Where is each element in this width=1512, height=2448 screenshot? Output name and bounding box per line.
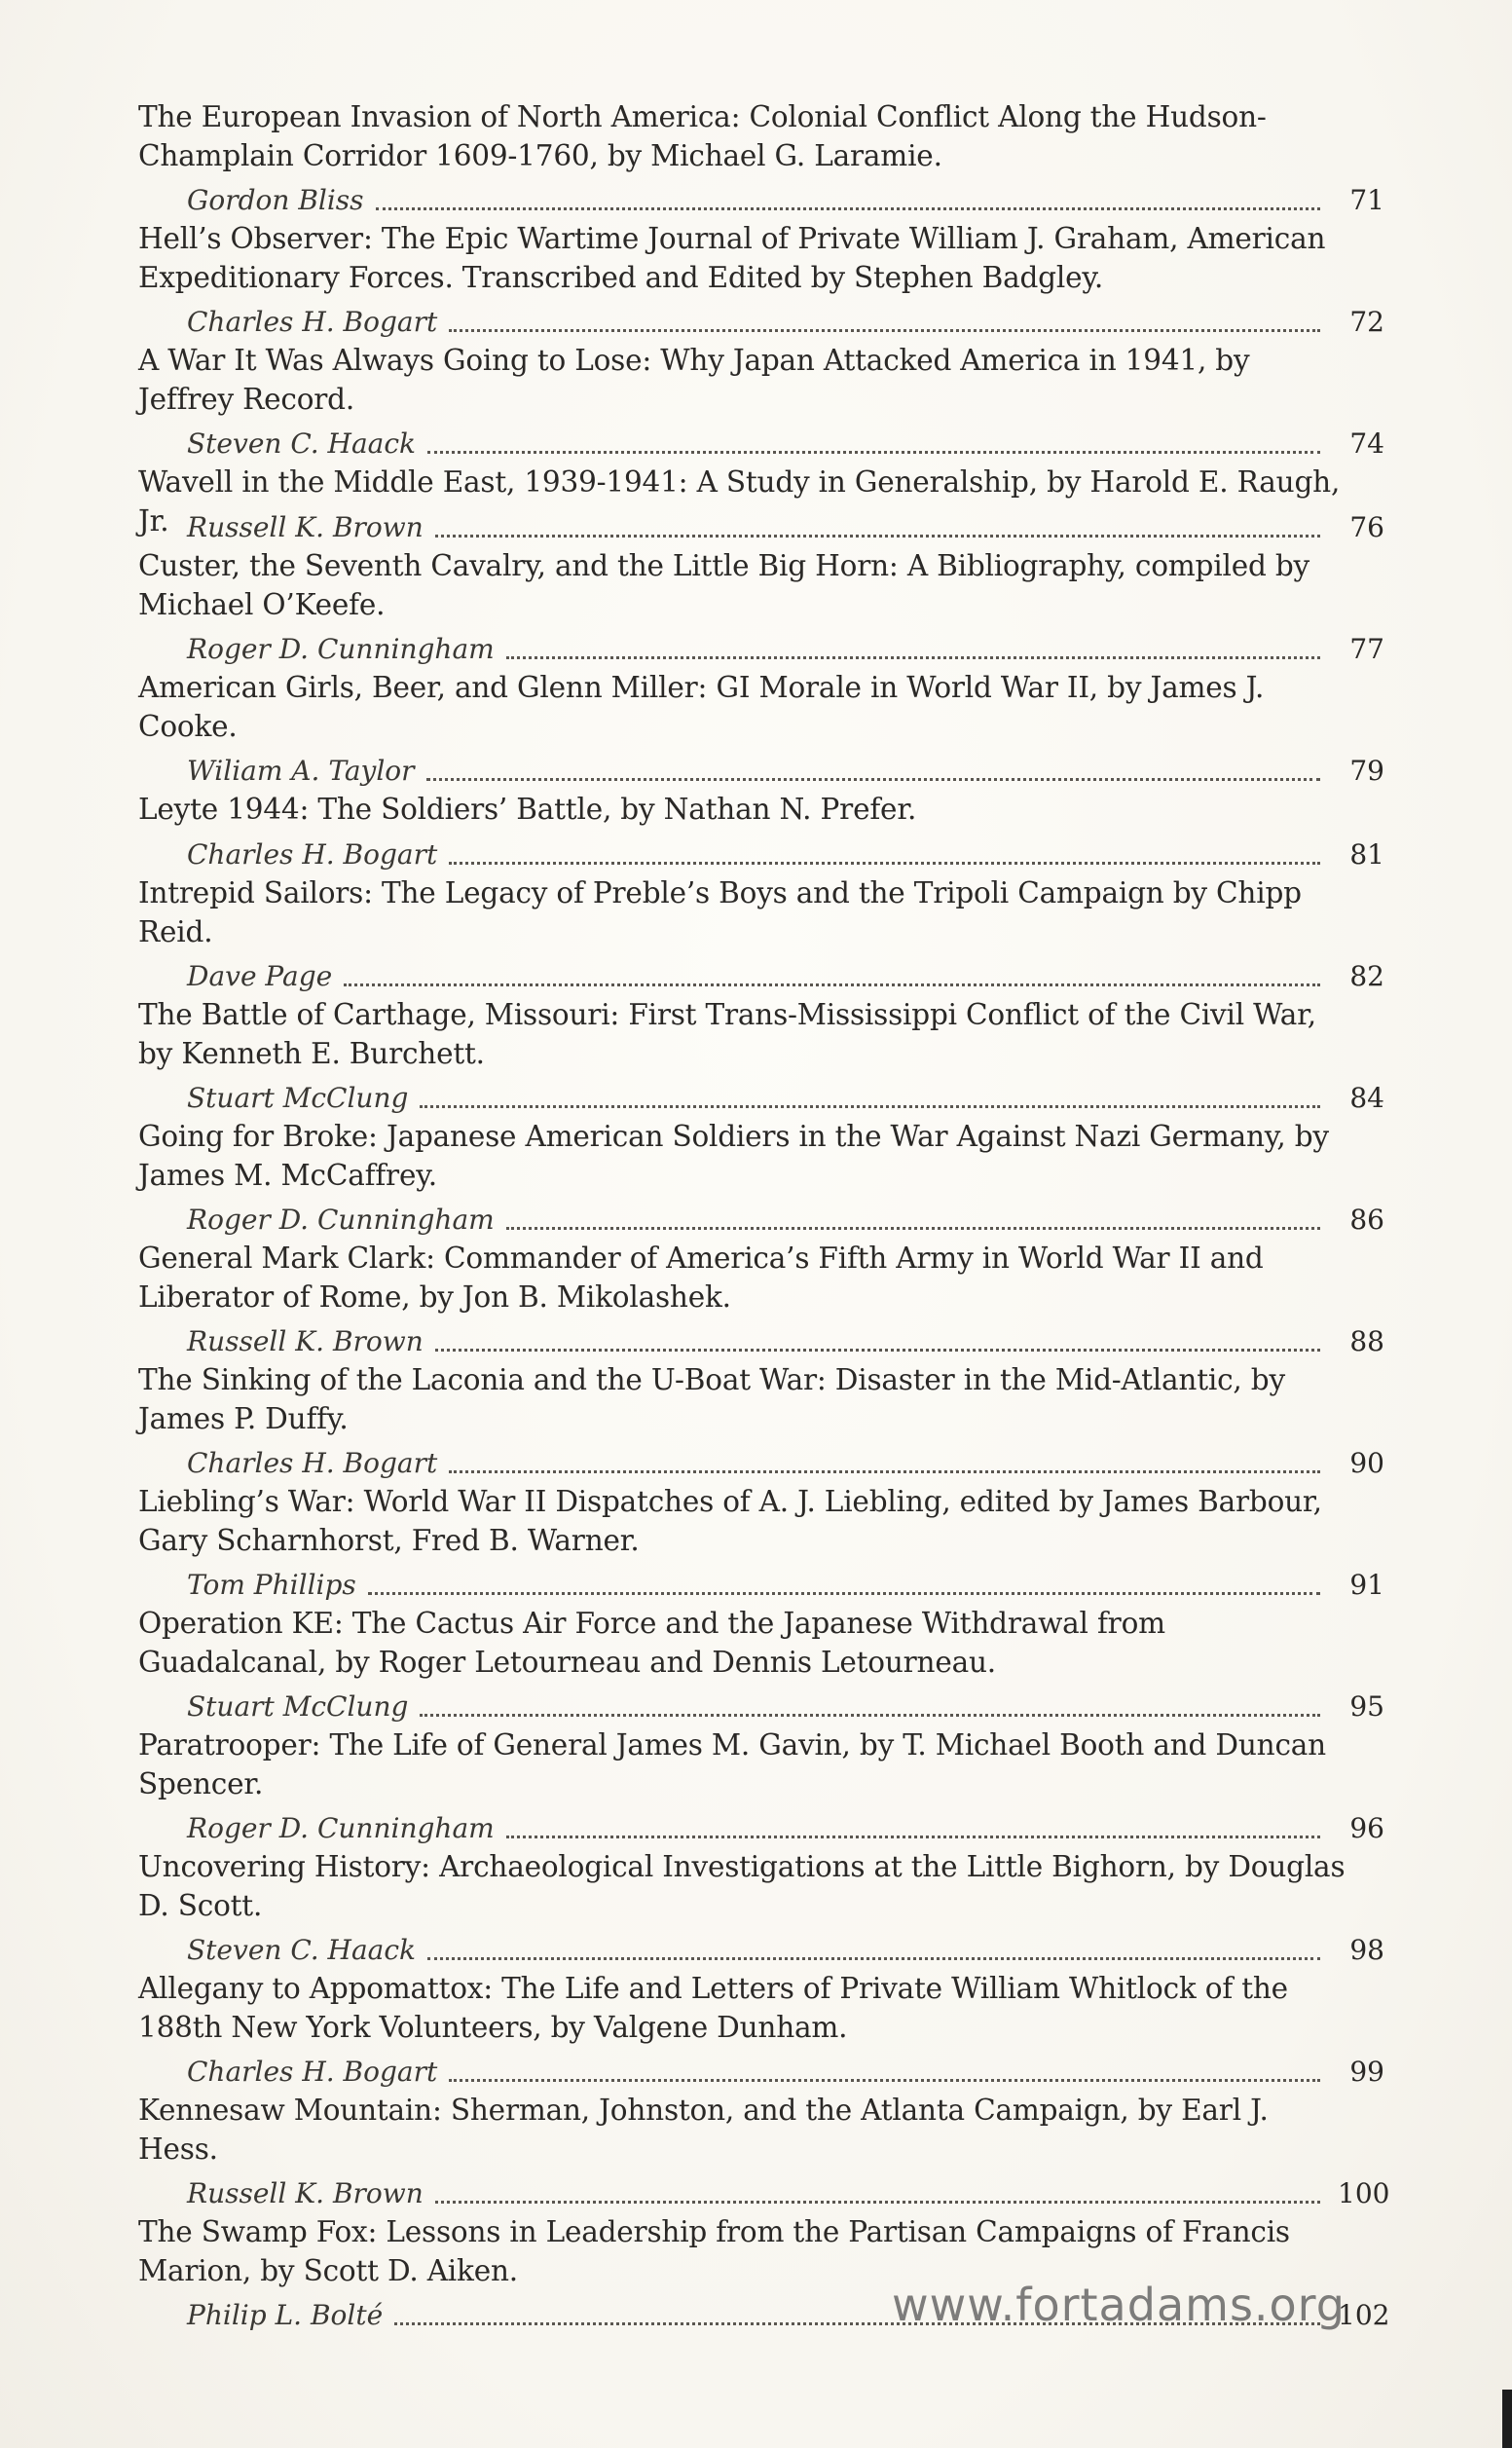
dot-leader <box>435 535 1320 538</box>
dot-leader <box>426 778 1320 781</box>
reviewer-name: Steven C. Haack <box>187 1934 417 1966</box>
reviewer-name: Russell K. Brown <box>187 2177 424 2209</box>
toc-entry <box>138 2091 1390 2212</box>
toc-entry <box>138 341 1384 463</box>
reviewer-line <box>187 835 1384 873</box>
page-number: 91 <box>1349 1569 1384 1601</box>
dot-leader <box>376 207 1320 210</box>
dot-leader <box>506 1227 1320 1230</box>
reviewer-line <box>187 2052 1384 2091</box>
book-title: Liebling’s War: World War II Dispatches of A. J. Liebling, edited by James Barbour, Gary Scharnhorst, Fred B. Warner. <box>138 1485 1322 1557</box>
reviewer-name: Wiliam A. Taylor <box>187 755 415 787</box>
reviewer-line <box>187 1930 1384 1969</box>
toc-entry <box>138 1725 1384 1847</box>
page-number: 98 <box>1349 1934 1384 1966</box>
reviewer-line <box>187 751 1384 790</box>
dot-leader <box>449 329 1320 332</box>
reviewer-line <box>187 424 1384 463</box>
toc-entry <box>138 668 1384 790</box>
book-title: The Battle of Carthage, Missouri: First Trans-Mississippi Conflict of the Civil War, by Kenneth E. Burchett. <box>138 998 1316 1070</box>
page-number: 77 <box>1349 633 1384 665</box>
page-number: 82 <box>1349 960 1384 992</box>
reviewer-name: Charles H. Bogart <box>187 306 438 338</box>
dot-leader <box>427 1957 1320 1960</box>
reviewer-name: Stuart McClung <box>187 1082 409 1114</box>
toc-entry <box>138 1482 1384 1604</box>
page-number: 95 <box>1349 1690 1384 1723</box>
book-title: The European Invasion of North America: Colonial Conflict Along the Hudson-Champlain Corridor 1609-1760, by Michael G. Laramie. <box>138 100 1267 172</box>
book-title: General Mark Clark: Commander of America’s Fifth Army in World War II and Liberator of Rome, by Jon B. Mikolashek. <box>138 1242 1264 1314</box>
book-title: Allegany to Appomattox: The Life and Letters of Private William Whitlock of the 188th New York Volunteers, by Valgene Dunham. <box>138 1972 1288 2044</box>
reviewer-line <box>187 1200 1384 1239</box>
page-number: 84 <box>1349 1082 1384 1114</box>
book-title: Intrepid Sailors: The Legacy of Preble’s Boys and the Tripoli Campaign by Chipp Reid. <box>138 876 1302 948</box>
dot-leader <box>427 451 1320 454</box>
dot-leader <box>449 2079 1320 2082</box>
dot-leader <box>435 1349 1320 1352</box>
reviewer-line <box>187 1687 1384 1725</box>
toc-entry <box>138 790 1384 873</box>
table-of-contents <box>138 97 1390 2334</box>
website-watermark: www.fortadams.org <box>892 2279 1346 2331</box>
reviewer-name: Steven C. Haack <box>187 427 417 460</box>
toc-entry <box>138 463 1384 546</box>
page-number: 71 <box>1349 184 1384 216</box>
page-number: 96 <box>1349 1812 1384 1844</box>
dot-leader <box>449 862 1320 865</box>
reviewer-name: Roger D. Cunningham <box>187 1812 495 1844</box>
toc-entry <box>138 1360 1384 1482</box>
dot-leader <box>506 1836 1320 1838</box>
dot-leader <box>368 1592 1320 1595</box>
toc-entry <box>138 219 1384 341</box>
book-title: A War It Was Always Going to Lose: Why Japan Attacked America in 1941, by Jeffrey Record. <box>138 344 1250 416</box>
dot-leader <box>506 656 1320 659</box>
reviewer-line <box>187 629 1384 668</box>
reviewer-line <box>187 2173 1390 2212</box>
reviewer-line <box>187 1565 1384 1604</box>
reviewer-name: Gordon Bliss <box>187 184 364 216</box>
book-title: Hell’s Observer: The Epic Wartime Journal of Private William J. Graham, American Expeditionary Forces. Transcribed and Edited by Stephen Badgley. <box>138 222 1326 294</box>
book-title: The Swamp Fox: Lessons in Leadership from the Partisan Campaigns of Francis Marion, by Scott D. Aiken. <box>138 2215 1290 2287</box>
reviewer-line <box>187 302 1384 341</box>
toc-entry <box>138 1239 1384 1360</box>
reviewer-line <box>187 1808 1384 1847</box>
book-title: Uncovering History: Archaeological Investigations at the Little Bighorn, by Douglas D. Scott. <box>138 1850 1346 1922</box>
dot-leader <box>420 1714 1320 1717</box>
reviewer-name: Tom Phillips <box>187 1569 356 1601</box>
reviewer-line <box>187 1078 1384 1117</box>
toc-entry <box>138 1847 1384 1969</box>
page-number: 86 <box>1349 1204 1384 1236</box>
book-title: Wavell in the Middle East, 1939-1941: A Study in Generalship, by Harold E. Raugh, Jr. <box>138 465 1341 538</box>
book-title: Going for Broke: Japanese American Soldiers in the War Against Nazi Germany, by James M. McCaffrey. <box>138 1120 1329 1192</box>
book-title: Custer, the Seventh Cavalry, and the Little Big Horn: A Bibliography, compiled by Michael O’Keefe. <box>138 549 1309 621</box>
book-title: American Girls, Beer, and Glenn Miller: GI Morale in World War II, by James J. Cooke. <box>138 671 1265 743</box>
reviewer-name: Roger D. Cunningham <box>187 1204 495 1236</box>
page-number: 79 <box>1349 755 1384 787</box>
reviewer-line <box>187 507 1384 546</box>
book-title: Operation KE: The Cactus Air Force and the Japanese Withdrawal from Guadalcanal, by Roger Letourneau and Dennis Letourneau. <box>138 1607 1165 1679</box>
reviewer-line <box>187 956 1384 995</box>
page-number: 102 <box>1338 2299 1390 2331</box>
dot-leader <box>420 1105 1320 1108</box>
page-number: 74 <box>1349 427 1384 460</box>
reviewer-name: Charles H. Bogart <box>187 2056 438 2088</box>
reviewer-name: Russell K. Brown <box>187 511 424 543</box>
toc-entry <box>138 1117 1384 1239</box>
dot-leader <box>435 2201 1320 2204</box>
reviewer-name: Roger D. Cunningham <box>187 633 495 665</box>
toc-entry <box>138 1969 1384 2091</box>
scan-edge <box>1502 2390 1512 2448</box>
reviewer-name: Dave Page <box>187 960 333 992</box>
toc-entry <box>138 1604 1384 1725</box>
toc-entry <box>138 873 1384 995</box>
reviewer-name: Russell K. Brown <box>187 1325 424 1357</box>
page-number: 99 <box>1349 2056 1384 2088</box>
toc-entry <box>138 97 1384 219</box>
page-number: 76 <box>1349 511 1384 543</box>
toc-entry <box>138 995 1384 1117</box>
book-title: Kennesaw Mountain: Sherman, Johnston, and the Atlanta Campaign, by Earl J. Hess. <box>138 2094 1269 2166</box>
book-title: Paratrooper: The Life of General James M. Gavin, by T. Michael Booth and Duncan Spencer. <box>138 1728 1326 1800</box>
dot-leader <box>344 983 1320 986</box>
page-number: 88 <box>1349 1325 1384 1357</box>
page-number: 100 <box>1338 2177 1390 2209</box>
book-title: The Sinking of the Laconia and the U-Boat War: Disaster in the Mid-Atlantic, by James P. Duffy. <box>138 1363 1285 1435</box>
page-number: 72 <box>1349 306 1384 338</box>
reviewer-name: Charles H. Bogart <box>187 838 438 871</box>
page-number: 81 <box>1349 838 1384 871</box>
reviewer-name: Philip L. Bolté <box>187 2299 384 2331</box>
reviewer-name: Stuart McClung <box>187 1690 409 1723</box>
reviewer-name: Charles H. Bogart <box>187 1447 438 1479</box>
page-number: 90 <box>1349 1447 1384 1479</box>
toc-entry <box>138 546 1384 668</box>
reviewer-line <box>187 180 1384 219</box>
dot-leader <box>449 1470 1320 1473</box>
reviewer-line <box>187 1321 1384 1360</box>
book-title: Leyte 1944: The Soldiers’ Battle, by Nathan N. Prefer. <box>138 793 917 826</box>
reviewer-line <box>187 1443 1384 1482</box>
